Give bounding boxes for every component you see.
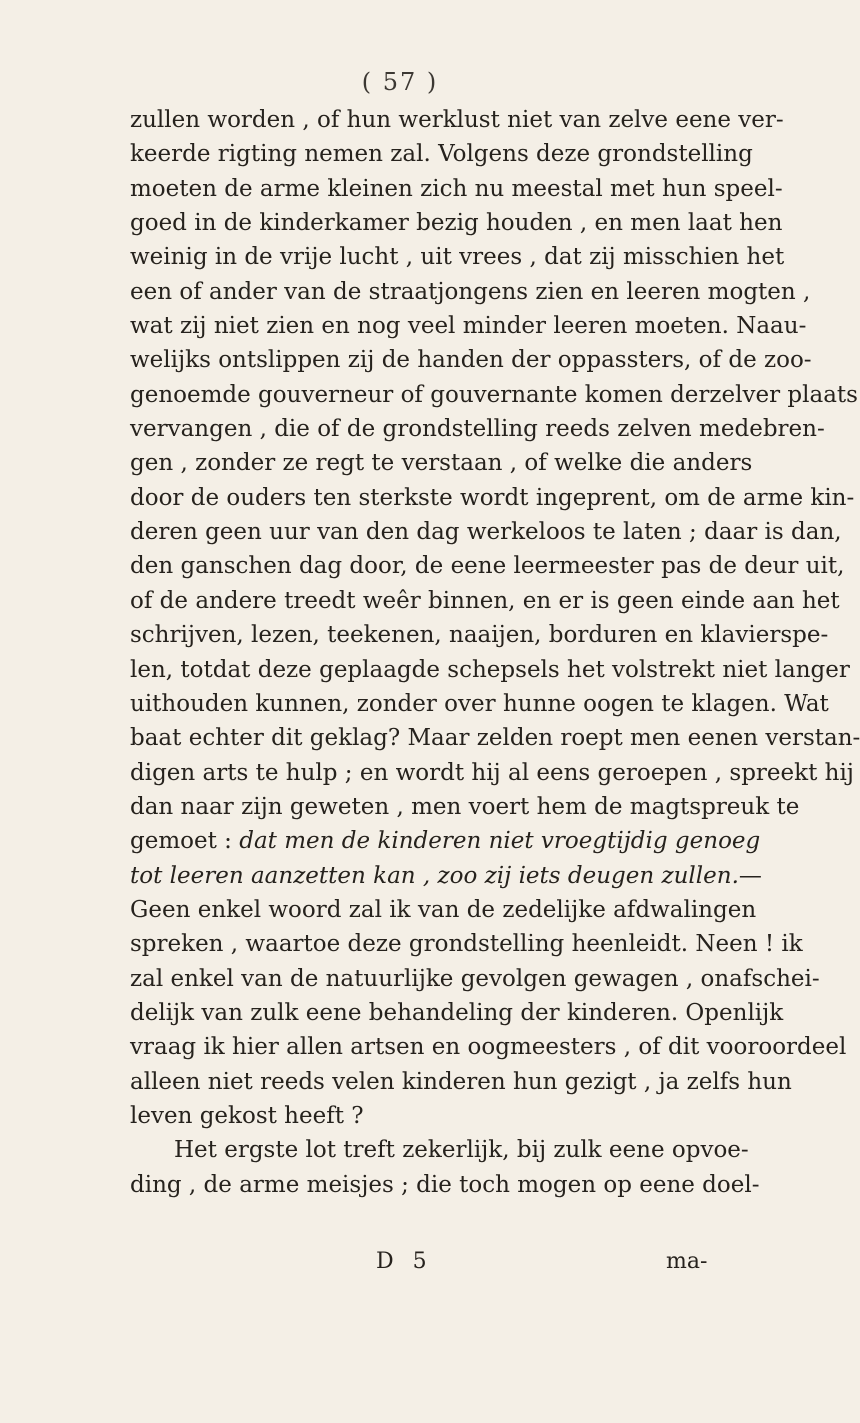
text-line: gen , zonder ze regt te verstaan , of welke die anders xyxy=(130,450,753,477)
italic-quote: dat men de kinderen niet vroegtijdig genoeg xyxy=(239,828,761,855)
text-line-mixed: tot leeren aanzetten kan , zoo zij iets deugen zullen.— xyxy=(130,862,762,889)
text-line: baat echter dit geklag? Maar zelden roept men eenen verstan- xyxy=(130,725,860,752)
text-line: welijks ontslippen zij de handen der oppassters, of de zoo- xyxy=(130,347,812,374)
text-line: zullen worden , of hun werklust niet van zelve eene ver- xyxy=(130,107,784,133)
text-line: den ganschen dag door, de eene leermeester pas de deur uit, xyxy=(130,553,845,580)
text-line: een of ander van de straatjongens zien en leeren mogten , xyxy=(130,278,811,305)
text-line: of de andere treedt weêr binnen, en er is geen einde aan het xyxy=(130,587,840,614)
text-line: delijk van zulk eene behandeling der kinderen. Openlijk xyxy=(130,999,784,1026)
signature-mark: D 5 xyxy=(376,1249,433,1274)
text-line: schrijven, lezen, teekenen, naaijen, borduren en klavierspe- xyxy=(130,622,829,649)
text-line: zal enkel van de natuurlijke gevolgen gewagen , onafschei- xyxy=(130,965,820,992)
text-line: Het ergste lot treft zekerlijk, bij zulk eene opvoe- xyxy=(174,1137,749,1164)
text-line: uithouden kunnen, zonder over hunne oogen te klagen. Wat xyxy=(130,690,829,717)
text-line: vraag ik hier allen artsen en oogmeesters , of dit vooroordeel xyxy=(130,1034,847,1061)
text-line-mixed xyxy=(130,824,761,858)
text-line: wat zij niet zien en nog veel minder leeren moeten. Naau- xyxy=(130,313,807,340)
text-line: spreken , waartoe deze grondstelling heenleidt. Neen ! ik xyxy=(130,931,803,958)
text-line: leven gekost heeft ? xyxy=(130,1102,364,1129)
body-text xyxy=(130,103,860,1202)
text-line: keerde rigting nemen zal. Volgens deze grondstelling xyxy=(130,141,753,168)
text-line: len, totdat deze geplaagde schepsels het volstrekt niet langer xyxy=(130,656,850,683)
text-line: vervangen , die of de grondstelling reeds zelven medebren- xyxy=(130,416,825,443)
text-line: alleen niet reeds velen kinderen hun gezigt , ja zelfs hun xyxy=(130,1068,792,1095)
page-number: ( 57 ) xyxy=(361,68,439,96)
page-footer xyxy=(0,1245,800,1279)
catchword: ma- xyxy=(666,1249,708,1274)
text-line: genoemde gouverneur of gouvernante komen derzelver plaats xyxy=(130,381,858,408)
text-line: dan naar zijn geweten , men voert hem de magtspreuk te xyxy=(130,793,800,820)
text-line: Geen enkel woord zal ik van de zedelijke afdwalingen xyxy=(130,896,757,923)
italic-quote: tot leeren aanzetten kan , zoo zij iets deugen zullen. xyxy=(130,862,739,889)
text-line: weinig in de vrije lucht , uit vrees , dat zij misschien het xyxy=(130,244,785,271)
text-line: digen arts te hulp ; en wordt hij al eens geroepen , spreekt hij xyxy=(130,759,854,786)
text-line: goed in de kinderkamer bezig houden , en men laat hen xyxy=(130,210,783,237)
text-line: moeten de arme kleinen zich nu meestal met hun speel- xyxy=(130,175,783,202)
text-line: ding , de arme meisjes ; die toch mogen op eene doel- xyxy=(130,1171,760,1198)
text-span: gemoet : xyxy=(130,828,232,855)
text-line: door de ouders ten sterkste wordt ingeprent, om de arme kin- xyxy=(130,484,855,511)
text-line: deren geen uur van den dag werkeloos te laten ; daar is dan, xyxy=(130,519,842,546)
